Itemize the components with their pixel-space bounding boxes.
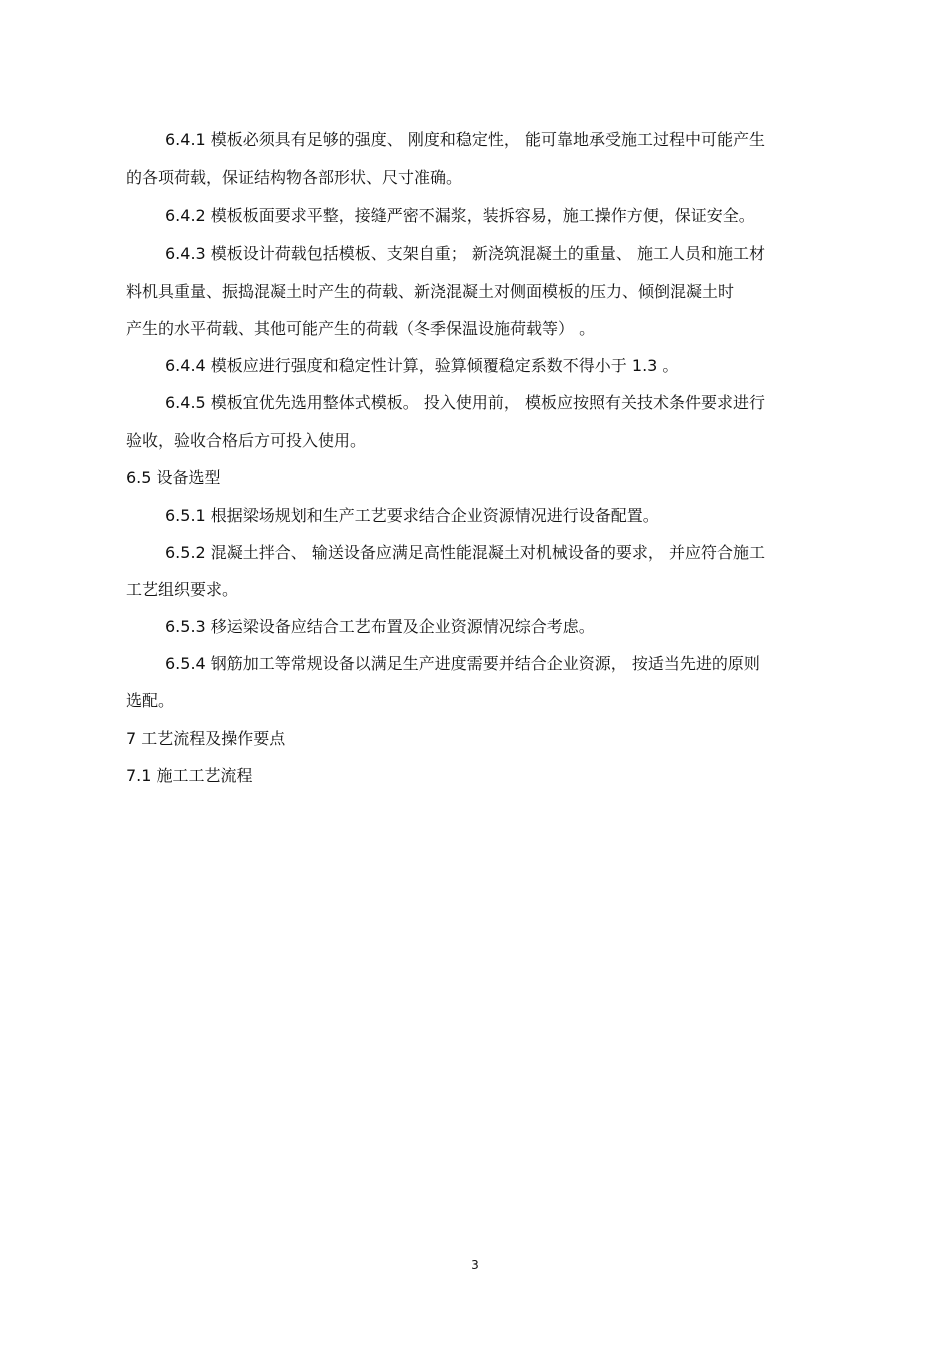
text-line-6-5-2: 6.5.2 混凝土拌合、 输送设备应满足高性能混凝土对机械设备的要求， 并应符合施工 — [165, 543, 765, 562]
text-line-6-5-2-cont: 工艺组织要求。 — [126, 580, 239, 599]
text-line-6-4-5-cont: 验收，验收合格后方可投入使用。 — [126, 431, 367, 450]
text-line-6-4-4: 6.4.4 模板应进行强度和稳定性计算，验算倾覆稳定系数不得小于 1.3 。 — [165, 356, 679, 375]
text-line-6-4-3-cont2: 产生的水平荷载、其他可能产生的荷载（冬季保温设施荷载等） 。 — [126, 319, 596, 338]
page-number: 3 — [471, 1258, 479, 1272]
text-line-6-4-1: 6.4.1 模板必须具有足够的强度、 刚度和稳定性， 能可靠地承受施工过程中可能产生 — [165, 130, 765, 149]
text-line-6-5-4-cont: 选配。 — [126, 691, 175, 710]
text-line-6-4-3: 6.4.3 模板设计荷载包括模板、支架自重； 新浇筑混凝土的重量、 施工人员和施工材 — [165, 244, 765, 263]
text-line-6-5-3: 6.5.3 移运梁设备应结合工艺布置及企业资源情况综合考虑。 — [165, 617, 595, 636]
section-heading-7-1: 7.1 施工工艺流程 — [126, 766, 253, 785]
text-line-6-5-1: 6.5.1 根据梁场规划和生产工艺要求结合企业资源情况进行设备配置。 — [165, 506, 659, 525]
text-line-6-4-2: 6.4.2 模板板面要求平整，接缝严密不漏浆，装拆容易，施工操作方便，保证安全。 — [165, 206, 755, 225]
text-line-6-5-4: 6.5.4 钢筋加工等常规设备以满足生产进度需要并结合企业资源， 按适当先进的原则 — [165, 654, 760, 673]
section-heading-7: 7 工艺流程及操作要点 — [126, 729, 286, 748]
text-line-6-4-3-cont1: 料机具重量、振捣混凝土时产生的荷载、新浇混凝土对侧面模板的压力、倾倒混凝土时 — [126, 282, 735, 301]
text-line-6-4-5: 6.4.5 模板宜优先选用整体式模板。 投入使用前， 模板应按照有关技术条件要求进行 — [165, 393, 765, 412]
text-line-6-4-1-cont: 的各项荷载，保证结构物各部形状、尺寸准确。 — [126, 168, 463, 187]
section-heading-6-5: 6.5 设备选型 — [126, 468, 221, 487]
